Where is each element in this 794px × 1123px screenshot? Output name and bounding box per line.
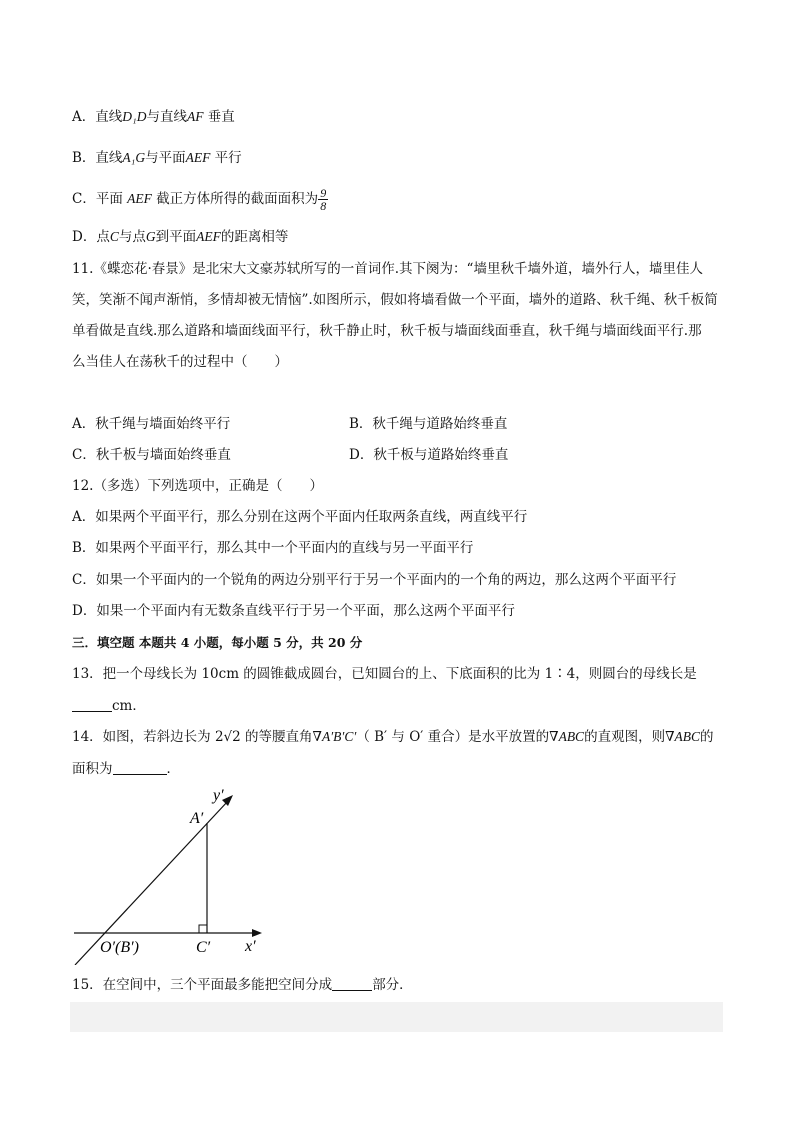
text: 与平面 [145, 150, 186, 166]
text: 的距离相等 [220, 229, 289, 245]
text: 14．如图，若斜边长为 2√2 的等腰直角 [72, 729, 313, 745]
answer-blank[interactable] [113, 760, 167, 775]
math-term: ∇ABC [549, 729, 585, 744]
answer-area-box [70, 1002, 723, 1032]
text: 与直线 [146, 109, 187, 125]
q12-option-b: B．如果两个平面平行，那么其中一个平面内的直线与另一平面平行 [72, 540, 474, 556]
text: 垂直 [207, 109, 235, 125]
q11-option-c: C．秋千板与墙面始终垂直 [72, 447, 231, 463]
q11-option-b: B．秋千绳与道路始终垂直 [349, 416, 508, 432]
q11-option-a: A．秋千绳与墙面始终平行 [72, 416, 231, 432]
label-y-prime: y′ [213, 787, 224, 804]
text: B．直线 [72, 150, 123, 166]
q13-stem: 13．把一个母线长为 10cm 的圆锥截成圆台，已知圆台的上、下底面积的比为 1∶4，则圆台的母线长是 [72, 666, 697, 682]
fraction [318, 187, 328, 212]
text: A．直线 [72, 109, 123, 125]
label-x-prime: x′ [245, 938, 256, 955]
oblique-projection-figure [70, 785, 270, 965]
text: D．点 [72, 229, 110, 245]
answer-blank[interactable] [332, 976, 372, 991]
text: 平行 [214, 150, 242, 166]
x-axis-arrow-icon [252, 929, 262, 937]
text: 与点 [118, 229, 146, 245]
q11-option-d: D．秋千板与道路始终垂直 [349, 447, 509, 463]
text: 面积为 [72, 761, 113, 777]
math-term: AF [186, 109, 204, 124]
text: C．平面 [72, 191, 123, 207]
text: 部分． [372, 977, 413, 993]
q10-option-b [72, 148, 242, 168]
q10-option-a [72, 107, 235, 127]
fraction-denominator: 8 [320, 199, 327, 213]
math-term: D₁D [122, 109, 147, 124]
q14-answer-line [72, 759, 180, 779]
q10-option-d [72, 227, 288, 247]
math-term: G [145, 229, 156, 244]
q11-stem-line-4: 么当佳人在荡秋千的过程中（ ） [72, 354, 288, 370]
q12-option-c: C．如果一个平面内的一个锐角的两边分别平行于另一个平面内的一个角的两边，那么这两个平面平行 [72, 572, 677, 588]
right-angle-mark [199, 925, 207, 933]
q13-answer-line [72, 696, 146, 716]
text: ． [166, 761, 180, 777]
text: 的直观图，则 [584, 729, 666, 745]
q11-stem-line-2: 笑，笑渐不闻声渐悄，多情却被无情恼”.如图所示，假如将墙看做一个平面，墙外的道路、秋千绳、秋千板简 [72, 292, 718, 308]
text: 截正方体所得的截面面积为 [156, 191, 319, 207]
unit-text: cm． [112, 698, 146, 714]
math-term: AEF [196, 229, 221, 244]
q12-option-a: A．如果两个平面平行，那么分别在这两个平面内任取两条直线，两直线平行 [72, 509, 528, 525]
q12-stem: 12.（多选）下列选项中，正确是（ ） [72, 478, 323, 494]
text: 到平面 [155, 229, 197, 245]
q15-stem [72, 975, 413, 995]
math-term: ∇A′B′C′ [312, 729, 357, 744]
text: 的 [700, 729, 714, 745]
math-term: C [109, 229, 119, 244]
q14-stem [72, 727, 714, 747]
fraction-numerator: 9 [320, 186, 327, 200]
math-term: AEF [185, 150, 211, 165]
label-o-prime-b-prime: O′(B′) [100, 939, 139, 956]
label-a-prime: A′ [190, 810, 204, 827]
math-term: ∇ABC [665, 729, 701, 744]
math-term: A₁G [122, 150, 146, 165]
y-axis-arrow-icon [222, 795, 233, 806]
q11-stem-line-1: 11.《蝶恋花·春景》是北宋大文豪苏轼所写的一首词作.其下阕为：“墙里秋千墙外道，墙外行人，墙里佳人 [72, 261, 703, 277]
text: （ B′ 与 O′ 重合）是水平放置的 [356, 729, 550, 745]
math-term: AEF [127, 191, 152, 206]
section-header-fill-in: 三．填空题 本题共 4 小题，每小题 5 分，共 20 分 [72, 635, 363, 650]
q11-stem-line-3: 单看做是直线.那么道路和墙面线面平行，秋千静止时，秋千板与墙面线面垂直，秋千绳与墙面线面平行.那 [72, 323, 702, 339]
q10-option-c [72, 187, 328, 212]
label-c-prime: C′ [196, 939, 211, 956]
text: 15．在空间中，三个平面最多能把空间分成 [72, 977, 333, 993]
q12-option-d: D．如果一个平面内有无数条直线平行于另一个平面，那么这两个平面平行 [72, 603, 515, 619]
answer-blank[interactable] [72, 697, 112, 712]
